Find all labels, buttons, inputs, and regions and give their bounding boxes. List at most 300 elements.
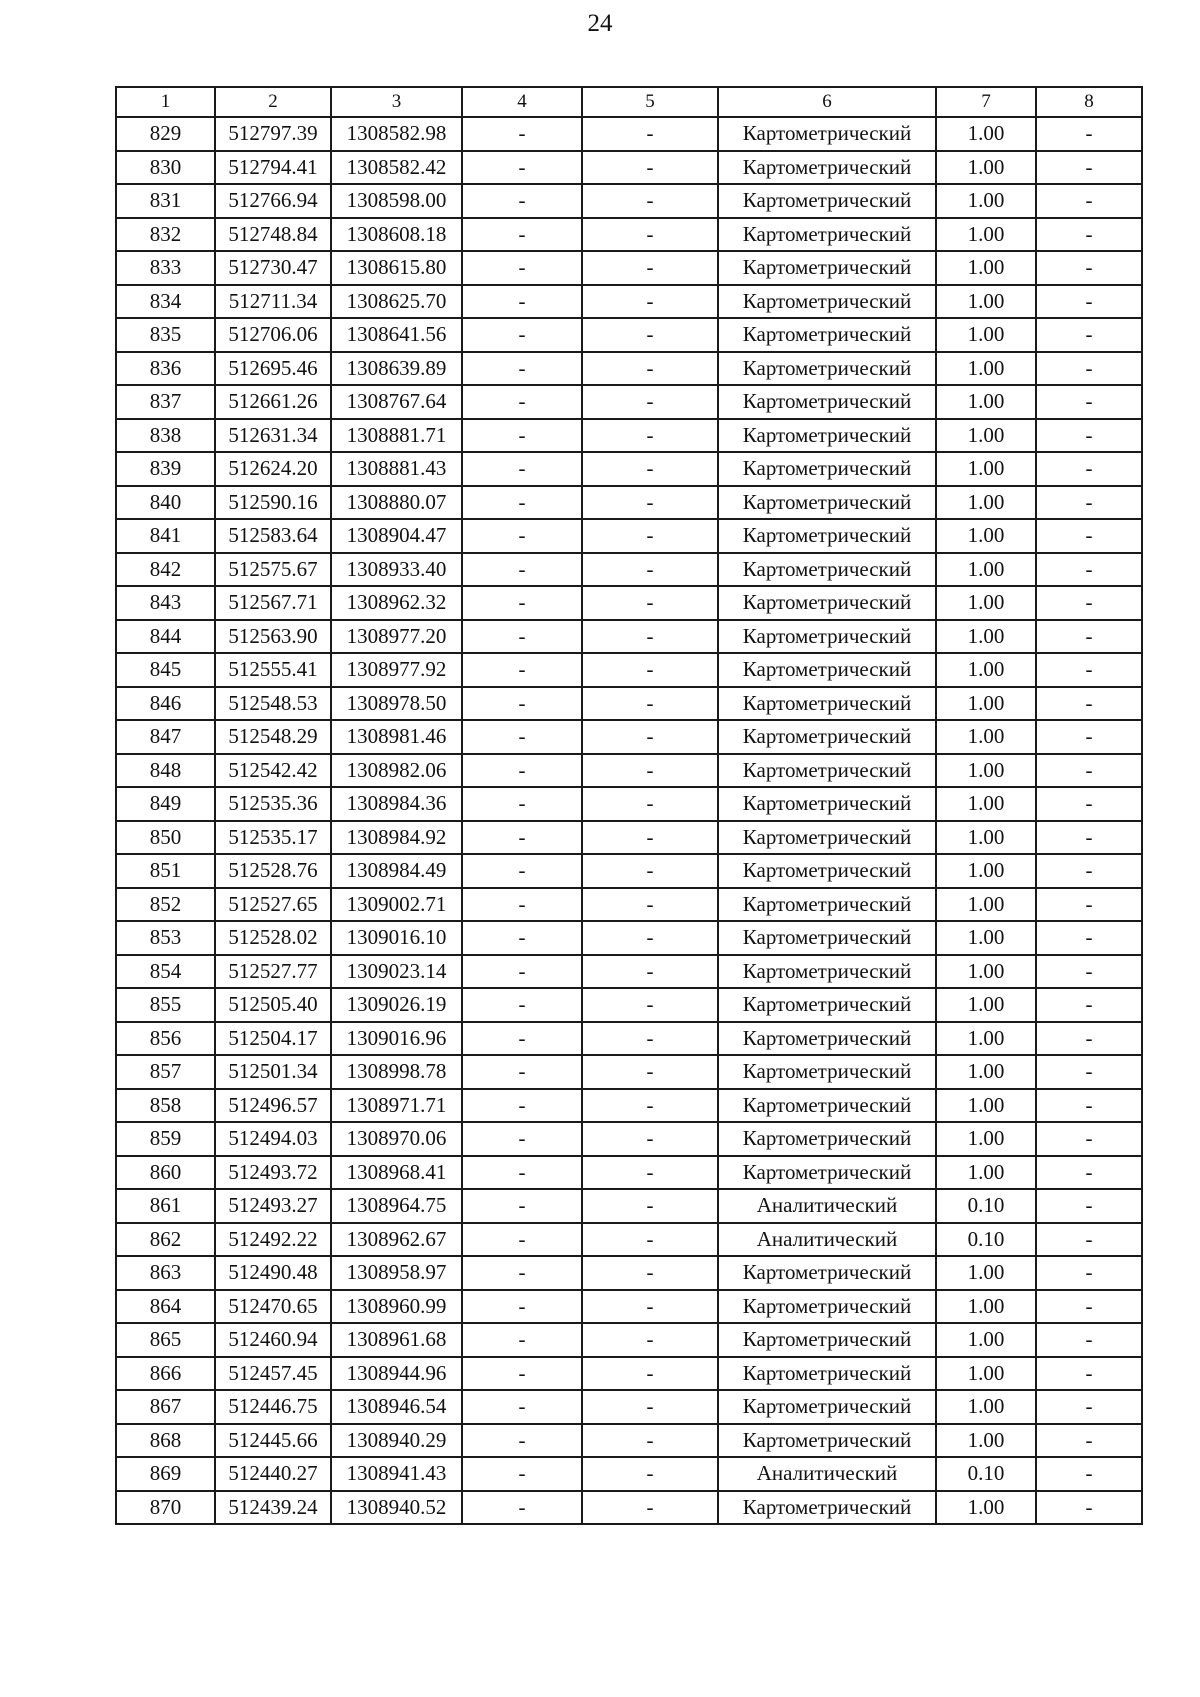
- column-4-cell: -: [462, 1424, 582, 1458]
- column-4-cell: -: [462, 1223, 582, 1257]
- column-5-cell: -: [582, 787, 718, 821]
- column-5-cell: -: [582, 1457, 718, 1491]
- column-5-cell: -: [582, 1390, 718, 1424]
- column-8-cell: -: [1036, 1424, 1142, 1458]
- column-5-cell: -: [582, 419, 718, 453]
- x-coordinate-cell: 512590.16: [215, 486, 331, 520]
- accuracy-cell: 1.00: [936, 184, 1036, 218]
- column-4-cell: -: [462, 285, 582, 319]
- y-coordinate-cell: 1308880.07: [331, 486, 462, 520]
- x-coordinate-cell: 512457.45: [215, 1357, 331, 1391]
- point-number-cell: 834: [116, 285, 215, 319]
- column-5-cell: -: [582, 1290, 718, 1324]
- table-row: [116, 452, 1142, 486]
- column-4-cell: -: [462, 519, 582, 553]
- column-4-cell: -: [462, 988, 582, 1022]
- accuracy-cell: 1.00: [936, 1290, 1036, 1324]
- column-4-cell: -: [462, 1457, 582, 1491]
- table-row: [116, 754, 1142, 788]
- x-coordinate-cell: 512575.67: [215, 553, 331, 587]
- accuracy-cell: 1.00: [936, 385, 1036, 419]
- y-coordinate-cell: 1309023.14: [331, 955, 462, 989]
- x-coordinate-cell: 512548.29: [215, 720, 331, 754]
- accuracy-cell: 1.00: [936, 352, 1036, 386]
- point-number-cell: 836: [116, 352, 215, 386]
- y-coordinate-cell: 1308977.92: [331, 653, 462, 687]
- x-coordinate-cell: 512748.84: [215, 218, 331, 252]
- column-header: 8: [1036, 87, 1142, 117]
- table-row: [116, 519, 1142, 553]
- column-4-cell: -: [462, 1390, 582, 1424]
- x-coordinate-cell: 512446.75: [215, 1390, 331, 1424]
- y-coordinate-cell: 1308958.97: [331, 1256, 462, 1290]
- column-8-cell: -: [1036, 888, 1142, 922]
- method-cell: Картометрический: [718, 452, 936, 486]
- method-cell: Картометрический: [718, 519, 936, 553]
- y-coordinate-cell: 1308598.00: [331, 184, 462, 218]
- column-header: 5: [582, 87, 718, 117]
- table-row: [116, 184, 1142, 218]
- column-8-cell: -: [1036, 1089, 1142, 1123]
- column-4-cell: -: [462, 419, 582, 453]
- y-coordinate-cell: 1308984.36: [331, 787, 462, 821]
- column-5-cell: -: [582, 955, 718, 989]
- column-5-cell: -: [582, 1357, 718, 1391]
- method-cell: Картометрический: [718, 553, 936, 587]
- column-8-cell: -: [1036, 352, 1142, 386]
- column-4-cell: -: [462, 854, 582, 888]
- method-cell: Картометрический: [718, 653, 936, 687]
- method-cell: Картометрический: [718, 352, 936, 386]
- column-8-cell: -: [1036, 553, 1142, 587]
- table-body: [116, 117, 1142, 1524]
- table-row: [116, 218, 1142, 252]
- accuracy-cell: 1.00: [936, 720, 1036, 754]
- method-cell: Аналитический: [718, 1223, 936, 1257]
- column-4-cell: -: [462, 184, 582, 218]
- column-5-cell: -: [582, 687, 718, 721]
- y-coordinate-cell: 1308984.92: [331, 821, 462, 855]
- column-8-cell: -: [1036, 988, 1142, 1022]
- x-coordinate-cell: 512797.39: [215, 117, 331, 151]
- column-5-cell: -: [582, 653, 718, 687]
- method-cell: Картометрический: [718, 921, 936, 955]
- table-row: [116, 486, 1142, 520]
- method-cell: Картометрический: [718, 821, 936, 855]
- column-4-cell: -: [462, 586, 582, 620]
- y-coordinate-cell: 1308615.80: [331, 251, 462, 285]
- accuracy-cell: 1.00: [936, 285, 1036, 319]
- y-coordinate-cell: 1308940.29: [331, 1424, 462, 1458]
- column-8-cell: -: [1036, 1256, 1142, 1290]
- accuracy-cell: 1.00: [936, 486, 1036, 520]
- y-coordinate-cell: 1308608.18: [331, 218, 462, 252]
- point-number-cell: 856: [116, 1022, 215, 1056]
- method-cell: Картометрический: [718, 988, 936, 1022]
- table-row: [116, 1122, 1142, 1156]
- column-5-cell: -: [582, 1189, 718, 1223]
- accuracy-cell: 1.00: [936, 1357, 1036, 1391]
- accuracy-cell: 1.00: [936, 1256, 1036, 1290]
- y-coordinate-cell: 1308961.68: [331, 1323, 462, 1357]
- point-number-cell: 863: [116, 1256, 215, 1290]
- point-number-cell: 861: [116, 1189, 215, 1223]
- column-4-cell: -: [462, 821, 582, 855]
- y-coordinate-cell: 1308962.67: [331, 1223, 462, 1257]
- column-4-cell: -: [462, 1256, 582, 1290]
- column-5-cell: -: [582, 1089, 718, 1123]
- column-5-cell: -: [582, 519, 718, 553]
- column-8-cell: -: [1036, 1055, 1142, 1089]
- method-cell: Картометрический: [718, 620, 936, 654]
- accuracy-cell: 1.00: [936, 452, 1036, 486]
- method-cell: Картометрический: [718, 955, 936, 989]
- column-5-cell: -: [582, 184, 718, 218]
- column-header: 3: [331, 87, 462, 117]
- column-8-cell: -: [1036, 1022, 1142, 1056]
- column-5-cell: -: [582, 1323, 718, 1357]
- table-row: [116, 1022, 1142, 1056]
- point-number-cell: 864: [116, 1290, 215, 1324]
- method-cell: Картометрический: [718, 1089, 936, 1123]
- coordinates-table: [115, 86, 1143, 1525]
- column-8-cell: -: [1036, 1122, 1142, 1156]
- table-row: [116, 318, 1142, 352]
- column-5-cell: -: [582, 1022, 718, 1056]
- accuracy-cell: 1.00: [936, 921, 1036, 955]
- point-number-cell: 865: [116, 1323, 215, 1357]
- point-number-cell: 859: [116, 1122, 215, 1156]
- y-coordinate-cell: 1308971.71: [331, 1089, 462, 1123]
- column-4-cell: -: [462, 1055, 582, 1089]
- point-number-cell: 829: [116, 117, 215, 151]
- column-8-cell: -: [1036, 955, 1142, 989]
- column-4-cell: -: [462, 687, 582, 721]
- point-number-cell: 839: [116, 452, 215, 486]
- y-coordinate-cell: 1308978.50: [331, 687, 462, 721]
- point-number-cell: 851: [116, 854, 215, 888]
- column-4-cell: -: [462, 385, 582, 419]
- point-number-cell: 833: [116, 251, 215, 285]
- column-4-cell: -: [462, 1189, 582, 1223]
- column-4-cell: -: [462, 486, 582, 520]
- column-8-cell: -: [1036, 854, 1142, 888]
- column-8-cell: -: [1036, 218, 1142, 252]
- method-cell: Картометрический: [718, 1491, 936, 1525]
- table-row: [116, 821, 1142, 855]
- column-8-cell: -: [1036, 1189, 1142, 1223]
- column-header: 7: [936, 87, 1036, 117]
- column-8-cell: -: [1036, 486, 1142, 520]
- accuracy-cell: 1.00: [936, 318, 1036, 352]
- point-number-cell: 860: [116, 1156, 215, 1190]
- point-number-cell: 846: [116, 687, 215, 721]
- method-cell: Картометрический: [718, 419, 936, 453]
- point-number-cell: 831: [116, 184, 215, 218]
- column-4-cell: -: [462, 1491, 582, 1525]
- method-cell: Картометрический: [718, 888, 936, 922]
- column-5-cell: -: [582, 1156, 718, 1190]
- y-coordinate-cell: 1308582.98: [331, 117, 462, 151]
- column-header: 1: [116, 87, 215, 117]
- point-number-cell: 870: [116, 1491, 215, 1525]
- method-cell: Картометрический: [718, 1022, 936, 1056]
- y-coordinate-cell: 1308944.96: [331, 1357, 462, 1391]
- point-number-cell: 866: [116, 1357, 215, 1391]
- y-coordinate-cell: 1308641.56: [331, 318, 462, 352]
- x-coordinate-cell: 512711.34: [215, 285, 331, 319]
- accuracy-cell: 1.00: [936, 1323, 1036, 1357]
- x-coordinate-cell: 512527.65: [215, 888, 331, 922]
- x-coordinate-cell: 512496.57: [215, 1089, 331, 1123]
- column-8-cell: -: [1036, 787, 1142, 821]
- table-row: [116, 1055, 1142, 1089]
- table-row: [116, 687, 1142, 721]
- y-coordinate-cell: 1308881.43: [331, 452, 462, 486]
- table-row: [116, 586, 1142, 620]
- column-5-cell: -: [582, 385, 718, 419]
- table-row: [116, 787, 1142, 821]
- point-number-cell: 854: [116, 955, 215, 989]
- table-row: [116, 1290, 1142, 1324]
- accuracy-cell: 1.00: [936, 1089, 1036, 1123]
- table-row: [116, 955, 1142, 989]
- accuracy-cell: 1.00: [936, 117, 1036, 151]
- y-coordinate-cell: 1308970.06: [331, 1122, 462, 1156]
- accuracy-cell: 1.00: [936, 1022, 1036, 1056]
- method-cell: Картометрический: [718, 586, 936, 620]
- column-4-cell: -: [462, 553, 582, 587]
- method-cell: Картометрический: [718, 184, 936, 218]
- y-coordinate-cell: 1308904.47: [331, 519, 462, 553]
- column-4-cell: -: [462, 921, 582, 955]
- y-coordinate-cell: 1309002.71: [331, 888, 462, 922]
- column-5-cell: -: [582, 117, 718, 151]
- method-cell: Аналитический: [718, 1457, 936, 1491]
- y-coordinate-cell: 1308977.20: [331, 620, 462, 654]
- column-4-cell: -: [462, 1357, 582, 1391]
- point-number-cell: 840: [116, 486, 215, 520]
- method-cell: Картометрический: [718, 854, 936, 888]
- point-number-cell: 853: [116, 921, 215, 955]
- column-5-cell: -: [582, 553, 718, 587]
- point-number-cell: 841: [116, 519, 215, 553]
- column-8-cell: -: [1036, 720, 1142, 754]
- accuracy-cell: 0.10: [936, 1457, 1036, 1491]
- y-coordinate-cell: 1308964.75: [331, 1189, 462, 1223]
- point-number-cell: 868: [116, 1424, 215, 1458]
- column-5-cell: -: [582, 151, 718, 185]
- column-8-cell: -: [1036, 519, 1142, 553]
- column-header: 6: [718, 87, 936, 117]
- column-8-cell: -: [1036, 318, 1142, 352]
- table-row: [116, 720, 1142, 754]
- x-coordinate-cell: 512567.71: [215, 586, 331, 620]
- method-cell: Картометрический: [718, 1055, 936, 1089]
- table-row: [116, 1089, 1142, 1123]
- x-coordinate-cell: 512490.48: [215, 1256, 331, 1290]
- column-5-cell: -: [582, 821, 718, 855]
- point-number-cell: 867: [116, 1390, 215, 1424]
- column-8-cell: -: [1036, 821, 1142, 855]
- column-4-cell: -: [462, 720, 582, 754]
- column-8-cell: -: [1036, 620, 1142, 654]
- point-number-cell: 844: [116, 620, 215, 654]
- x-coordinate-cell: 512766.94: [215, 184, 331, 218]
- point-number-cell: 847: [116, 720, 215, 754]
- column-8-cell: -: [1036, 1457, 1142, 1491]
- point-number-cell: 855: [116, 988, 215, 1022]
- accuracy-cell: 1.00: [936, 988, 1036, 1022]
- point-number-cell: 849: [116, 787, 215, 821]
- column-5-cell: -: [582, 486, 718, 520]
- column-5-cell: -: [582, 1491, 718, 1525]
- point-number-cell: 848: [116, 754, 215, 788]
- x-coordinate-cell: 512493.72: [215, 1156, 331, 1190]
- y-coordinate-cell: 1308941.43: [331, 1457, 462, 1491]
- y-coordinate-cell: 1308946.54: [331, 1390, 462, 1424]
- x-coordinate-cell: 512493.27: [215, 1189, 331, 1223]
- accuracy-cell: 1.00: [936, 553, 1036, 587]
- x-coordinate-cell: 512505.40: [215, 988, 331, 1022]
- y-coordinate-cell: 1308933.40: [331, 553, 462, 587]
- column-5-cell: -: [582, 1223, 718, 1257]
- table-row: [116, 1457, 1142, 1491]
- x-coordinate-cell: 512794.41: [215, 151, 331, 185]
- x-coordinate-cell: 512504.17: [215, 1022, 331, 1056]
- method-cell: Картометрический: [718, 218, 936, 252]
- column-8-cell: -: [1036, 184, 1142, 218]
- column-8-cell: -: [1036, 452, 1142, 486]
- y-coordinate-cell: 1308940.52: [331, 1491, 462, 1525]
- accuracy-cell: 1.00: [936, 419, 1036, 453]
- column-8-cell: -: [1036, 754, 1142, 788]
- y-coordinate-cell: 1309016.96: [331, 1022, 462, 1056]
- point-number-cell: 842: [116, 553, 215, 587]
- column-4-cell: -: [462, 620, 582, 654]
- column-5-cell: -: [582, 720, 718, 754]
- x-coordinate-cell: 512460.94: [215, 1323, 331, 1357]
- column-4-cell: -: [462, 218, 582, 252]
- point-number-cell: 835: [116, 318, 215, 352]
- method-cell: Картометрический: [718, 1156, 936, 1190]
- point-number-cell: 832: [116, 218, 215, 252]
- method-cell: Картометрический: [718, 720, 936, 754]
- table-row: [116, 117, 1142, 151]
- point-number-cell: 843: [116, 586, 215, 620]
- method-cell: Картометрический: [718, 486, 936, 520]
- column-5-cell: -: [582, 352, 718, 386]
- method-cell: Картометрический: [718, 151, 936, 185]
- column-4-cell: -: [462, 653, 582, 687]
- accuracy-cell: 1.00: [936, 854, 1036, 888]
- table-row: [116, 1223, 1142, 1257]
- column-header: 2: [215, 87, 331, 117]
- table-row: [116, 251, 1142, 285]
- method-cell: Картометрический: [718, 318, 936, 352]
- column-5-cell: -: [582, 754, 718, 788]
- method-cell: Картометрический: [718, 1424, 936, 1458]
- column-4-cell: -: [462, 251, 582, 285]
- column-4-cell: -: [462, 787, 582, 821]
- column-5-cell: -: [582, 318, 718, 352]
- method-cell: Картометрический: [718, 285, 936, 319]
- table-row: [116, 352, 1142, 386]
- y-coordinate-cell: 1308582.42: [331, 151, 462, 185]
- method-cell: Картометрический: [718, 687, 936, 721]
- accuracy-cell: 1.00: [936, 218, 1036, 252]
- accuracy-cell: 1.00: [936, 251, 1036, 285]
- table-row: [116, 653, 1142, 687]
- table-row: [116, 988, 1142, 1022]
- table-row: [116, 921, 1142, 955]
- x-coordinate-cell: 512470.65: [215, 1290, 331, 1324]
- x-coordinate-cell: 512527.77: [215, 955, 331, 989]
- x-coordinate-cell: 512492.22: [215, 1223, 331, 1257]
- page-number: 24: [587, 10, 613, 37]
- column-8-cell: -: [1036, 419, 1142, 453]
- table-row: [116, 1256, 1142, 1290]
- column-8-cell: -: [1036, 385, 1142, 419]
- x-coordinate-cell: 512555.41: [215, 653, 331, 687]
- column-5-cell: -: [582, 854, 718, 888]
- column-4-cell: -: [462, 352, 582, 386]
- table-row: [116, 1357, 1142, 1391]
- column-4-cell: -: [462, 1089, 582, 1123]
- table-row: [116, 553, 1142, 587]
- column-4-cell: -: [462, 151, 582, 185]
- column-8-cell: -: [1036, 1491, 1142, 1525]
- column-4-cell: -: [462, 117, 582, 151]
- x-coordinate-cell: 512439.24: [215, 1491, 331, 1525]
- method-cell: Картометрический: [718, 1390, 936, 1424]
- column-8-cell: -: [1036, 1223, 1142, 1257]
- y-coordinate-cell: 1308767.64: [331, 385, 462, 419]
- point-number-cell: 862: [116, 1223, 215, 1257]
- accuracy-cell: 1.00: [936, 1156, 1036, 1190]
- column-5-cell: -: [582, 1256, 718, 1290]
- column-4-cell: -: [462, 955, 582, 989]
- column-8-cell: -: [1036, 586, 1142, 620]
- accuracy-cell: 1.00: [936, 787, 1036, 821]
- table-row: [116, 888, 1142, 922]
- table-row: [116, 151, 1142, 185]
- accuracy-cell: 1.00: [936, 1424, 1036, 1458]
- accuracy-cell: 1.00: [936, 821, 1036, 855]
- x-coordinate-cell: 512528.02: [215, 921, 331, 955]
- table-row: [116, 1156, 1142, 1190]
- accuracy-cell: 0.10: [936, 1189, 1036, 1223]
- column-8-cell: -: [1036, 117, 1142, 151]
- point-number-cell: 852: [116, 888, 215, 922]
- point-number-cell: 858: [116, 1089, 215, 1123]
- x-coordinate-cell: 512535.36: [215, 787, 331, 821]
- method-cell: Картометрический: [718, 1290, 936, 1324]
- y-coordinate-cell: 1309016.10: [331, 921, 462, 955]
- column-5-cell: -: [582, 988, 718, 1022]
- column-4-cell: -: [462, 1323, 582, 1357]
- point-number-cell: 837: [116, 385, 215, 419]
- column-8-cell: -: [1036, 151, 1142, 185]
- x-coordinate-cell: 512501.34: [215, 1055, 331, 1089]
- column-5-cell: -: [582, 620, 718, 654]
- column-4-cell: -: [462, 1290, 582, 1324]
- point-number-cell: 869: [116, 1457, 215, 1491]
- column-5-cell: -: [582, 1122, 718, 1156]
- accuracy-cell: 1.00: [936, 1390, 1036, 1424]
- column-5-cell: -: [582, 218, 718, 252]
- x-coordinate-cell: 512661.26: [215, 385, 331, 419]
